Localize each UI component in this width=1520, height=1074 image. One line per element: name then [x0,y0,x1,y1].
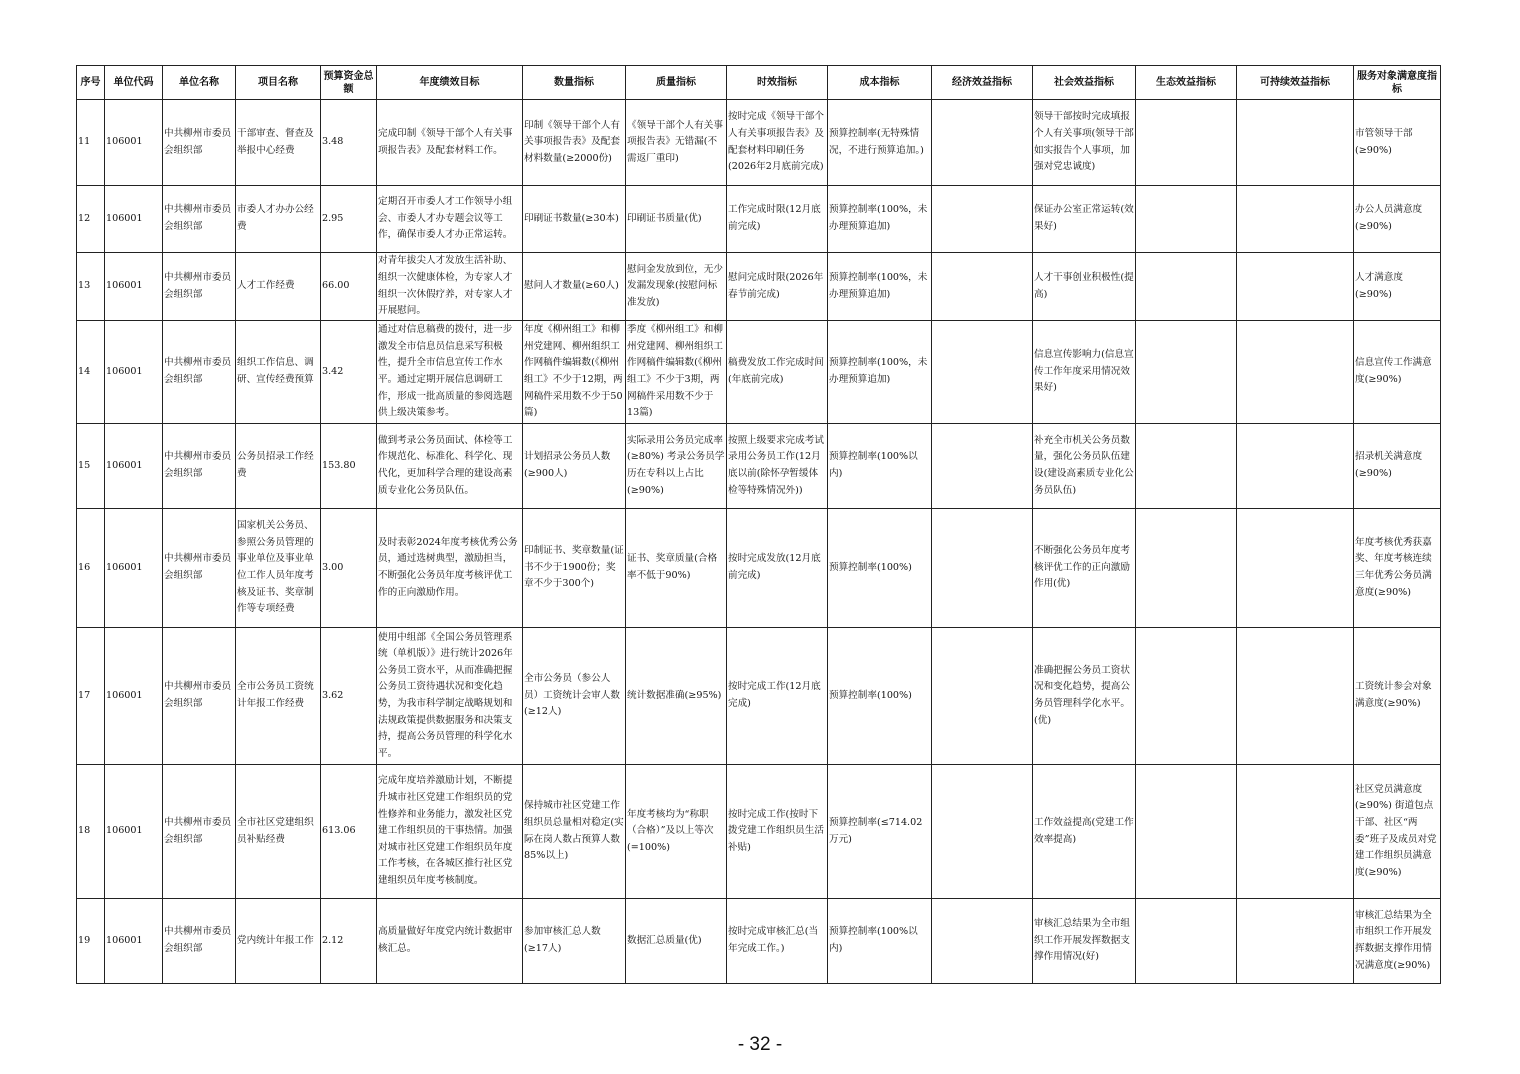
cell-satisfaction: 审核汇总结果为全市组织工作开展发挥数据支撑作用情况满意度(≥90%) [1354,899,1441,984]
cell-social: 工作效益提高(党建工作效率提高) [1033,765,1136,899]
cell-budget: 3.42 [321,321,377,424]
cell-satisfaction: 社区党员满意度(≥90%) 街道包点干部、社区“两委”班子及成员对党建工作组织员满意度(≥90%) [1354,765,1441,899]
cell-cost: 预算控制率(≤714.02万元) [828,765,932,899]
cell-unit: 中共柳州市委员会组织部 [163,899,236,984]
cell-project: 组织工作信息、调研、宣传经费预算 [236,321,321,424]
header-cell: 可持续效益指标 [1237,66,1354,100]
cell-ecological [1136,765,1237,899]
table-row [77,186,1441,253]
cell-budget: 66.00 [321,253,377,321]
cell-cost: 预算控制率(100%，未办理预算追加) [828,321,932,424]
cell-budget: 3.48 [321,100,377,186]
cell-quality: 季度《柳州组工》和柳州党建网、柳州组织工作网稿件编辑数(《柳州组工》不少于3期，两网稿件采用数不少于13篇) [626,321,727,424]
cell-satisfaction: 招录机关满意度(≥90%) [1354,424,1441,509]
cell-satisfaction: 人才满意度(≥90%) [1354,253,1441,321]
cell-ecological [1136,186,1237,253]
table-row [77,253,1441,321]
cell-economic [932,628,1033,765]
cell-budget: 2.95 [321,186,377,253]
cell-no: 17 [77,628,105,765]
cell-quality: 慰问金发放到位，无少发漏发现象(按慰问标准发放) [626,253,727,321]
cell-goal: 对青年拔尖人才发放生活补助、组织一次健康体检，为专家人才组织一次休假疗养，对专家人才开展慰问。 [377,253,523,321]
cell-ecological [1136,321,1237,424]
cell-cost: 预算控制率(无特殊情况，不进行预算追加。) [828,100,932,186]
cell-project: 人才工作经费 [236,253,321,321]
cell-no: 18 [77,765,105,899]
cell-economic [932,100,1033,186]
cell-code: 106001 [105,765,163,899]
cell-ecological [1136,509,1237,628]
cell-ecological [1136,253,1237,321]
cell-goal: 定期召开市委人才工作领导小组会、市委人才办专题会议等工作，确保市委人才办正常运转。 [377,186,523,253]
cell-social: 领导干部按时完成填报个人有关事项(领导干部如实报告个人事项，加强对党忠诚度) [1033,100,1136,186]
cell-sustainable [1237,186,1354,253]
cell-timeliness: 按时完成工作(按时下拨党建工作组织员生活补贴) [727,765,828,899]
cell-code: 106001 [105,186,163,253]
cell-no: 19 [77,899,105,984]
cell-project: 干部审查、督查及举报中心经费 [236,100,321,186]
cell-quantity: 保持城市社区党建工作组织员总量相对稳定(实际在岗人数占预算人数85%以上) [523,765,626,899]
cell-quality: 证书、奖章质量(合格率不低于90%) [626,509,727,628]
cell-budget: 153.80 [321,424,377,509]
performance-table [76,65,1441,984]
cell-social: 保证办公室正常运转(效果好) [1033,186,1136,253]
cell-timeliness: 按照上级要求完成考试录用公务员工作(12月底以前(除怀孕暂缓体检等特殊情况外)) [727,424,828,509]
cell-unit: 中共柳州市委员会组织部 [163,100,236,186]
table-row [77,899,1441,984]
cell-social: 信息宣传影响力(信息宣传工作年度采用情况效果好) [1033,321,1136,424]
cell-quantity: 全市公务员（参公人员）工资统计会审人数(≥12人) [523,628,626,765]
cell-code: 106001 [105,899,163,984]
header-cell: 单位名称 [163,66,236,100]
cell-satisfaction: 工资统计参会对象满意度(≥90%) [1354,628,1441,765]
cell-project: 国家机关公务员、参照公务员管理的事业单位及事业单位工作人员年度考核及证书、奖章制作等专项经费 [236,509,321,628]
cell-budget: 613.06 [321,765,377,899]
header-cell: 项目名称 [236,66,321,100]
cell-social: 准确把握公务员工资状况和变化趋势，提高公务员管理科学化水平。(优) [1033,628,1136,765]
cell-quantity: 印制《领导干部个人有关事项报告表》及配套材料数量(≥2000份) [523,100,626,186]
cell-goal: 做到考录公务员面试、体检等工作规范化、标准化、科学化、现代化，更加科学合理的建设高素质专业化公务员队伍。 [377,424,523,509]
cell-code: 106001 [105,253,163,321]
cell-timeliness: 工作完成时限(12月底前完成) [727,186,828,253]
header-cell: 序号 [77,66,105,100]
cell-quantity: 印制证书、奖章数量(证书不少于1900份；奖章不少于300个) [523,509,626,628]
page-number: - 32 - [737,1034,783,1055]
cell-sustainable [1237,765,1354,899]
cell-goal: 通过对信息稿费的拨付，进一步激发全市信息员信息采写积极性，提升全市信息宣传工作水平。通过定期开展信息调研工作，形成一批高质量的参阅选题供上级决策参考。 [377,321,523,424]
header-cell: 时效指标 [727,66,828,100]
cell-sustainable [1237,253,1354,321]
cell-no: 12 [77,186,105,253]
header-cell: 生态效益指标 [1136,66,1237,100]
cell-cost: 预算控制率(100%) [828,628,932,765]
cell-economic [932,899,1033,984]
cell-economic [932,424,1033,509]
header-cell: 预算资金总额 [321,66,377,100]
header-cell: 单位代码 [105,66,163,100]
cell-timeliness: 按时完成发放(12月底前完成) [727,509,828,628]
cell-sustainable [1237,424,1354,509]
cell-no: 15 [77,424,105,509]
cell-unit: 中共柳州市委员会组织部 [163,186,236,253]
cell-social: 补充全市机关公务员数量，强化公务员队伍建设(建设高素质专业化公务员队伍) [1033,424,1136,509]
cell-social: 人才干事创业积极性(提高) [1033,253,1136,321]
cell-unit: 中共柳州市委员会组织部 [163,628,236,765]
header-cell: 服务对象满意度指标 [1354,66,1441,100]
cell-quality: 数据汇总质量(优) [626,899,727,984]
cell-satisfaction: 年度考核优秀获嘉奖、年度考核连续三年优秀公务员满意度(≥90%) [1354,509,1441,628]
cell-cost: 预算控制率(100%以内) [828,424,932,509]
cell-economic [932,509,1033,628]
header-cell: 数量指标 [523,66,626,100]
cell-unit: 中共柳州市委员会组织部 [163,253,236,321]
cell-social: 审核汇总结果为全市组织工作开展发挥数据支撑作用情况(好) [1033,899,1136,984]
cell-goal: 使用中组部《全国公务员管理系统（单机版）》进行统计2026年公务员工资水平，从而准确把握公务员工资待遇状况和变化趋势，为我市科学制定战略规划和法规政策提供数据服务和决策支持，提高公务员管理的科学化水平。 [377,628,523,765]
cell-project: 全市社区党建组织员补贴经费 [236,765,321,899]
cell-cost: 预算控制率(100%，未办理预算追加) [828,186,932,253]
cell-cost: 预算控制率(100%以内) [828,899,932,984]
header-row [77,66,1441,100]
cell-timeliness: 稿费发放工作完成时间(年底前完成) [727,321,828,424]
table-row [77,765,1441,899]
cell-satisfaction: 办公人员满意度(≥90%) [1354,186,1441,253]
cell-satisfaction: 信息宣传工作满意度(≥90%) [1354,321,1441,424]
cell-quantity: 印刷证书数量(≥30本) [523,186,626,253]
cell-unit: 中共柳州市委员会组织部 [163,509,236,628]
cell-quantity: 计划招录公务员人数(≥900人) [523,424,626,509]
cell-goal: 高质量做好年度党内统计数据审核汇总。 [377,899,523,984]
cell-cost: 预算控制率(100%) [828,509,932,628]
header-cell: 年度绩效目标 [377,66,523,100]
cell-timeliness: 按时完成工作(12月底完成) [727,628,828,765]
cell-code: 106001 [105,321,163,424]
cell-sustainable [1237,321,1354,424]
table-row [77,321,1441,424]
cell-budget: 2.12 [321,899,377,984]
cell-quality: 年度考核均为“称职（合格）”及以上等次(=100%) [626,765,727,899]
cell-quality: 《领导干部个人有关事项报告表》无错漏(不需返厂重印) [626,100,727,186]
cell-project: 党内统计年报工作 [236,899,321,984]
cell-budget: 3.62 [321,628,377,765]
cell-goal: 完成年度培养激励计划，不断提升城市社区党建工作组织员的党性修养和业务能力，激发社区党建工作组织员的干事热情。加强对城市社区党建工作组织员年度工作考核，在各城区推行社区党建组织员年度考核制度。 [377,765,523,899]
cell-economic [932,321,1033,424]
cell-timeliness: 慰问完成时限(2026年春节前完成) [727,253,828,321]
cell-quantity: 慰问人才数量(≥60人) [523,253,626,321]
cell-code: 106001 [105,424,163,509]
cell-budget: 3.00 [321,509,377,628]
header-cell: 经济效益指标 [932,66,1033,100]
cell-quality: 印刷证书质量(优) [626,186,727,253]
cell-sustainable [1237,899,1354,984]
cell-goal: 完成印制《领导干部个人有关事项报告表》及配套材料工作。 [377,100,523,186]
cell-timeliness: 按时完成《领导干部个人有关事项报告表》及配套材料印刷任务(2026年2月底前完成) [727,100,828,186]
cell-project: 公务员招录工作经费 [236,424,321,509]
table-row [77,424,1441,509]
cell-code: 106001 [105,628,163,765]
cell-no: 11 [77,100,105,186]
cell-economic [932,186,1033,253]
cell-no: 14 [77,321,105,424]
cell-social: 不断强化公务员年度考核评优工作的正向激励作用(优) [1033,509,1136,628]
cell-unit: 中共柳州市委员会组织部 [163,765,236,899]
cell-quantity: 年度《柳州组工》和柳州党建网、柳州组织工作网稿件编辑数(《柳州组工》不少于12期，两网稿件采用数不少于50篇) [523,321,626,424]
header-cell: 成本指标 [828,66,932,100]
cell-economic [932,253,1033,321]
cell-goal: 及时表彰2024年度考核优秀公务员，通过选树典型，激励担当，不断强化公务员年度考核评优工作的正向激励作用。 [377,509,523,628]
table-row [77,509,1441,628]
cell-unit: 中共柳州市委员会组织部 [163,321,236,424]
cell-ecological [1136,628,1237,765]
cell-ecological [1136,100,1237,186]
cell-unit: 中共柳州市委员会组织部 [163,424,236,509]
cell-sustainable [1237,628,1354,765]
cell-quality: 统计数据准确(≥95%) [626,628,727,765]
cell-sustainable [1237,509,1354,628]
cell-ecological [1136,899,1237,984]
cell-quality: 实际录用公务员完成率(≥80%) 考录公务员学历在专科以上占比(≥90%) [626,424,727,509]
cell-satisfaction: 市管领导干部(≥90%) [1354,100,1441,186]
table-row [77,628,1441,765]
cell-cost: 预算控制率(100%，未办理预算追加) [828,253,932,321]
cell-sustainable [1237,100,1354,186]
cell-timeliness: 按时完成审核汇总(当年完成工作。) [727,899,828,984]
cell-ecological [1136,424,1237,509]
cell-project: 全市公务员工资统计年报工作经费 [236,628,321,765]
cell-project: 市委人才办办公经费 [236,186,321,253]
cell-economic [932,765,1033,899]
header-cell: 质量指标 [626,66,727,100]
table-row [77,100,1441,186]
cell-no: 13 [77,253,105,321]
header-cell: 社会效益指标 [1033,66,1136,100]
cell-no: 16 [77,509,105,628]
cell-quantity: 参加审核汇总人数(≥17人) [523,899,626,984]
cell-code: 106001 [105,100,163,186]
cell-code: 106001 [105,509,163,628]
